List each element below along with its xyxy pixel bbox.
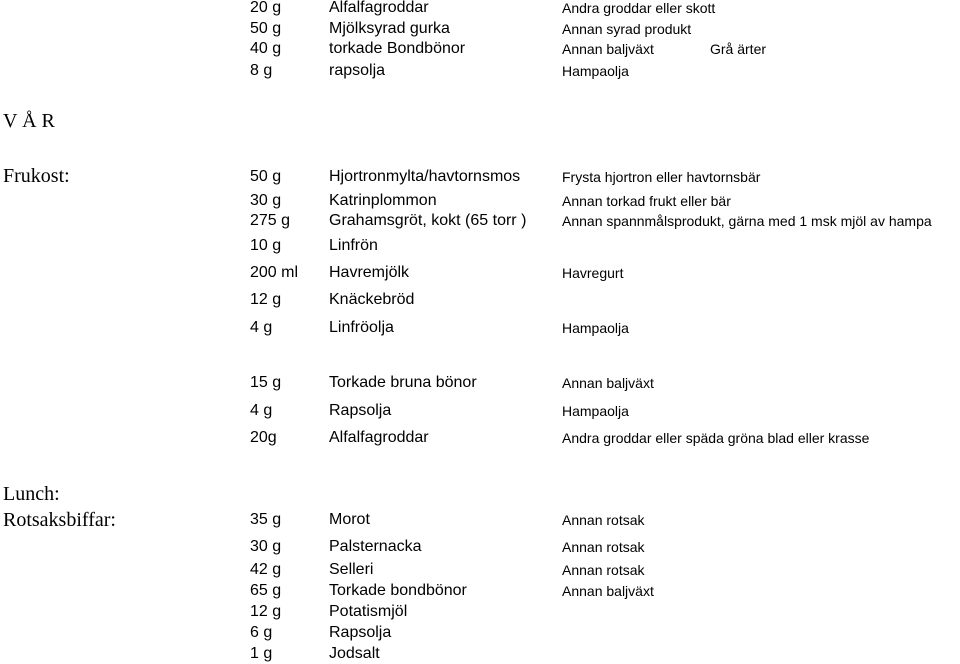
ingredient-name: rapsolja — [329, 62, 386, 79]
quantity: 15 g — [250, 374, 282, 391]
ingredient-name: Rapsolja — [329, 624, 392, 641]
alternative: Havregurt — [562, 265, 624, 281]
quantity: 10 g — [250, 237, 282, 254]
ingredient-name: Katrinplommon — [329, 192, 437, 209]
ingredient-name: Mjölksyrad gurka — [329, 20, 450, 37]
quantity: 40 g — [250, 40, 282, 57]
ingredient-name: Morot — [329, 511, 370, 528]
ingredient-name: Havremjölk — [329, 264, 410, 281]
alternative: Annan baljväxt — [562, 41, 654, 57]
ingredient-name: Torkade bruna bönor — [329, 374, 477, 391]
ingredient-name: Linfrön — [329, 237, 378, 254]
alternative: Andra groddar eller späda gröna blad eller krasse — [562, 430, 870, 446]
alternative-2: Grå ärter — [710, 41, 767, 57]
season-heading: V Å R — [3, 110, 55, 132]
alternative: Annan rotsak — [562, 512, 645, 528]
ingredient-name: Knäckebröd — [329, 291, 415, 308]
ingredient-name: torkade Bondbönor — [329, 40, 466, 57]
alternative: Annan spannmålsprodukt, gärna med 1 msk mjöl av hampa — [562, 213, 932, 229]
ingredient-name: Torkade bondbönor — [329, 582, 467, 599]
alternative: Annan rotsak — [562, 539, 645, 555]
ingredient-name: Jodsalt — [329, 645, 380, 662]
alternative: Frysta hjortron eller havtornsbär — [562, 169, 761, 185]
quantity: 65 g — [250, 582, 282, 599]
quantity: 4 g — [250, 402, 273, 419]
ingredient-name: Alfalfagroddar — [329, 0, 429, 16]
alternative: Annan baljväxt — [562, 375, 654, 391]
alternative: Annan syrad produkt — [562, 21, 692, 37]
ingredient-name: Selleri — [329, 561, 374, 578]
quantity: 20g — [250, 429, 277, 446]
alternative: Annan rotsak — [562, 562, 645, 578]
quantity: 50 g — [250, 168, 282, 185]
breakfast-label: Frukost: — [3, 165, 70, 187]
quantity: 20 g — [250, 0, 282, 16]
quantity: 8 g — [250, 62, 273, 79]
quantity: 30 g — [250, 192, 282, 209]
quantity: 4 g — [250, 319, 273, 336]
quantity: 42 g — [250, 561, 282, 578]
alternative: Hampaolja — [562, 63, 629, 79]
quantity: 12 g — [250, 291, 282, 308]
quantity: 12 g — [250, 603, 282, 620]
ingredient-name: Linfröolja — [329, 319, 394, 336]
dish-label: Rotsaksbiffar: — [3, 509, 116, 531]
quantity: 200 ml — [250, 264, 299, 281]
alternative: Hampaolja — [562, 320, 629, 336]
alternative: Andra groddar eller skott — [562, 0, 716, 16]
ingredient-name: Rapsolja — [329, 402, 392, 419]
ingredient-name: Grahamsgröt, kokt (65 torr ) — [329, 212, 527, 229]
ingredient-name: Alfalfagroddar — [329, 429, 429, 446]
alternative: Annan torkad frukt eller bär — [562, 193, 731, 209]
quantity: 6 g — [250, 624, 273, 641]
quantity: 30 g — [250, 538, 282, 555]
ingredient-name: Potatismjöl — [329, 603, 408, 620]
ingredient-name: Palsternacka — [329, 538, 422, 555]
quantity: 50 g — [250, 20, 282, 37]
alternative: Annan baljväxt — [562, 583, 654, 599]
quantity: 275 g — [250, 212, 291, 229]
lunch-label: Lunch: — [3, 483, 60, 505]
quantity: 1 g — [250, 645, 273, 662]
alternative: Hampaolja — [562, 403, 629, 419]
quantity: 35 g — [250, 511, 282, 528]
ingredient-name: Hjortronmylta/havtornsmos — [329, 168, 521, 185]
